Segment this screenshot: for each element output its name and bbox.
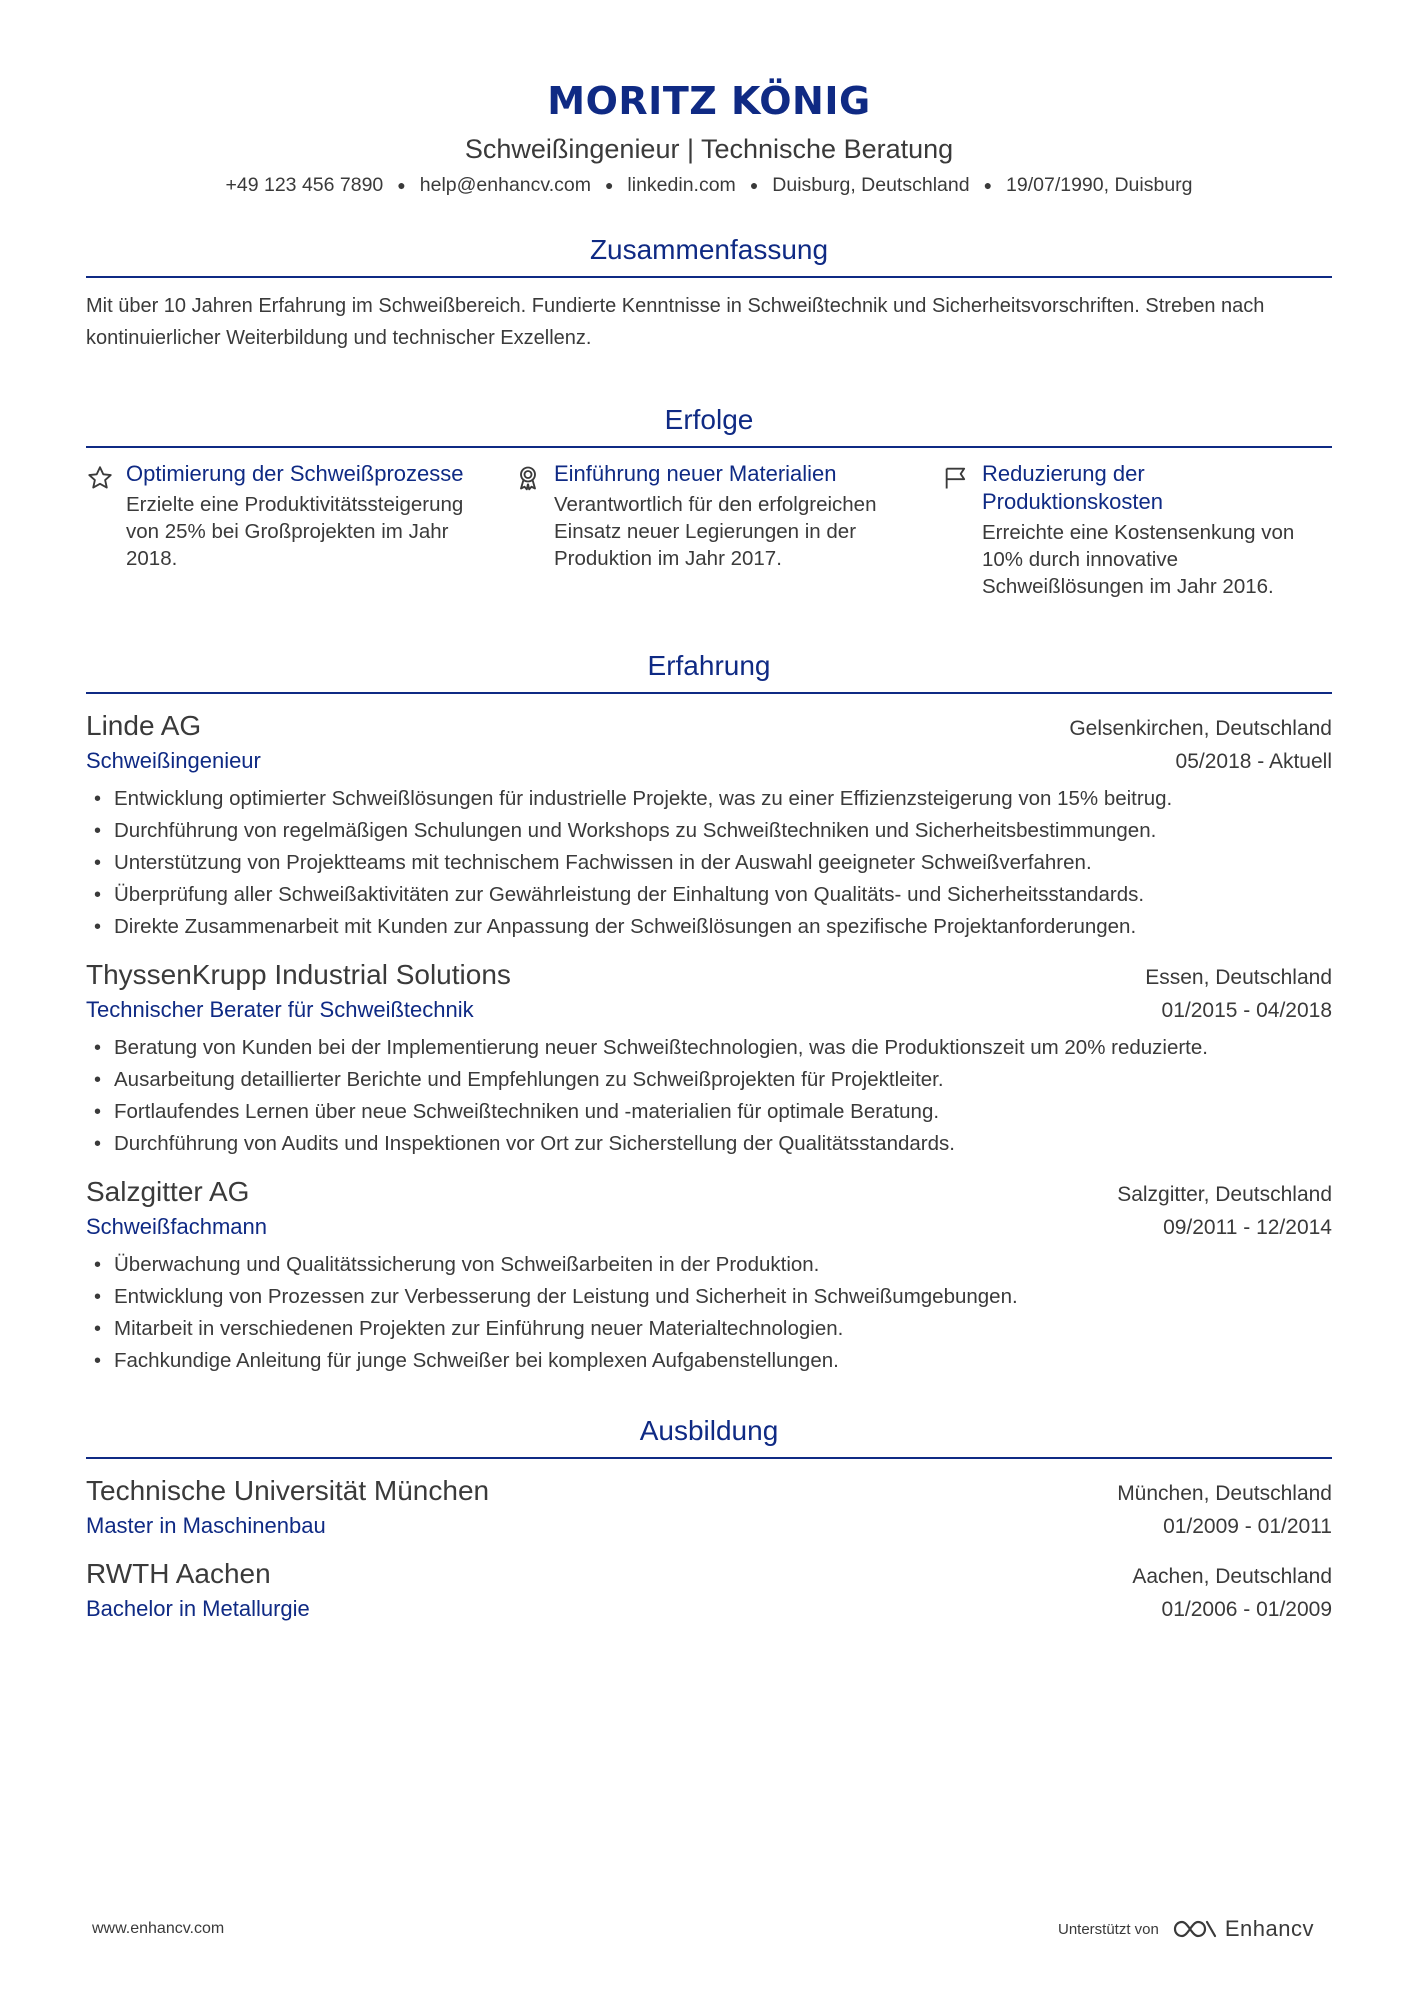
- edu-location: Aachen, Deutschland: [1132, 1565, 1332, 1588]
- edu-location: München, Deutschland: [1117, 1482, 1332, 1505]
- job-location: Gelsenkirchen, Deutschland: [1069, 717, 1332, 740]
- separator-dot-icon: ●: [397, 177, 406, 193]
- summary-heading: Zusammenfassung: [86, 232, 1332, 278]
- achievements-section: [86, 402, 1332, 600]
- job-dates: 01/2015 - 04/2018: [1161, 999, 1332, 1022]
- list-item: • Überwachung und Qualitätssicherung von Schweißarbeiten in der Produktion.: [86, 1249, 1332, 1281]
- achievement-title: Einführung neuer Materialien: [554, 461, 837, 486]
- list-item: • Fachkundige Anleitung für junge Schweißer bei komplexen Aufgabenstellungen.: [86, 1345, 1332, 1377]
- job-company: ThyssenKrupp Industrial Solutions: [86, 959, 511, 990]
- list-item: • Unterstützung von Projektteams mit technischem Fachwissen in der Auswahl geeigneter Schweißverfahren.: [86, 847, 1332, 879]
- list-item: • Durchführung von Audits und Inspektionen vor Ort zur Sicherstellung der Qualitätsstandards.: [86, 1128, 1332, 1160]
- candidate-name: MORITZ KÖNIG: [547, 79, 871, 123]
- achievement-item: [514, 460, 942, 600]
- edu-school: Technische Universität München: [86, 1475, 490, 1506]
- contact-location: Duisburg, Deutschland: [772, 174, 970, 196]
- separator-dot-icon: ●: [749, 177, 759, 193]
- education-section: [86, 1413, 1332, 1625]
- list-item: • Überprüfung aller Schweißaktivitäten zur Gewährleistung der Einhaltung von Qualitäts- und Sicherheitsstandards.: [86, 879, 1332, 911]
- list-item: • Direkte Zusammenarbeit mit Kunden zur Anpassung der Schweißlösungen an spezifische Projektanforderungen.: [86, 911, 1332, 943]
- job-role: Technischer Berater für Schweißtechnik: [86, 997, 474, 1022]
- powered-by-label: Unterstützt von: [1057, 1920, 1159, 1938]
- achievement-desc: Erreichte eine Kostensenkung von 10% durch innovative Schweißlösungen im Jahr 2016.: [982, 521, 1295, 598]
- footer-url[interactable]: www.enhancv.com: [92, 1920, 225, 1937]
- education-heading: Ausbildung: [86, 1413, 1332, 1459]
- experience-section: [86, 648, 1332, 1377]
- star-icon: [86, 460, 126, 600]
- job-bullets: [86, 783, 1332, 943]
- summary-text: Mit über 10 Jahren Erfahrung im Schweißbereich. Fundierte Kenntnisse in Schweißtechnik und Sicherheitsvorschriften. Streben nach kontinuierlicher Weiterbildung und technischer Exzellenz.: [86, 295, 1265, 349]
- achievements-grid: [86, 460, 1332, 600]
- list-item: • Entwicklung von Prozessen zur Verbesserung der Leistung und Sicherheit in Schweißumgebungen.: [86, 1281, 1332, 1313]
- job-bullets: [86, 1249, 1332, 1377]
- achievement-item: [86, 460, 514, 600]
- separator-dot-icon: ●: [604, 177, 614, 193]
- job-company: Salzgitter AG: [86, 1176, 250, 1207]
- job-location: Salzgitter, Deutschland: [1117, 1183, 1332, 1206]
- resume-header: [86, 0, 1332, 198]
- footer-branding: [1058, 1916, 1314, 1942]
- list-item: • Entwicklung optimierter Schweißlösungen für industrielle Projekte, was zu einer Effizienzsteigerung von 15% beitrug.: [86, 783, 1332, 815]
- list-item: • Fortlaufendes Lernen über neue Schweißtechniken und -materialien für optimale Beratung.: [86, 1096, 1332, 1128]
- edu-degree: Master in Maschinenbau: [86, 1513, 326, 1538]
- achievement-item: [942, 460, 1332, 600]
- contact-email[interactable]: help@enhancv.com: [419, 174, 591, 196]
- achievements-heading: Erfolge: [86, 402, 1332, 448]
- edu-dates: 01/2009 - 01/2011: [1163, 1515, 1332, 1538]
- brand-name: Enhancv: [1224, 1916, 1314, 1941]
- contact-birth: 19/07/1990, Duisburg: [1006, 174, 1193, 196]
- job-company: Linde AG: [86, 710, 202, 741]
- achievement-desc: Verantwortlich für den erfolgreichen Einsatz neuer Legierungen in der Produktion im Jahr 2017.: [554, 493, 877, 570]
- enhancv-logo-icon: [1171, 1917, 1219, 1941]
- page-footer: [92, 1916, 1314, 1942]
- contact-linkedin[interactable]: linkedin.com: [627, 174, 736, 196]
- separator-dot-icon: ●: [983, 177, 993, 193]
- list-item: • Mitarbeit in verschiedenen Projekten zur Einführung neuer Materialtechnologien.: [86, 1313, 1332, 1345]
- experience-heading: Erfahrung: [86, 648, 1332, 694]
- achievement-title: Optimierung der Schweißprozesse: [126, 461, 464, 486]
- flag-icon: [942, 460, 982, 600]
- contact-phone: +49 123 456 7890: [225, 174, 384, 196]
- education-entry: [86, 1556, 1332, 1625]
- job-entry: [86, 708, 1332, 943]
- candidate-title: Schweißingenieur | Technische Beratung: [464, 134, 954, 164]
- job-entry: [86, 1174, 1332, 1377]
- edu-school: RWTH Aachen: [86, 1558, 271, 1589]
- contact-line: [86, 172, 1332, 198]
- list-item: • Beratung von Kunden bei der Implementierung neuer Schweißtechnologien, was die Produktionszeit um 20% reduzierte.: [86, 1032, 1332, 1064]
- list-item: • Ausarbeitung detaillierter Berichte und Empfehlungen zu Schweißprojekten für Projektleiter.: [86, 1064, 1332, 1096]
- achievement-desc: Erzielte eine Produktivitätssteigerung von 25% bei Großprojekten im Jahr 2018.: [126, 493, 464, 570]
- education-entry: [86, 1473, 1332, 1542]
- list-item: • Durchführung von regelmäßigen Schulungen und Workshops zu Schweißtechniken und Sicherheitsbestimmungen.: [86, 815, 1332, 847]
- resume-page: [86, 0, 1332, 1625]
- award-icon: [514, 460, 554, 600]
- job-dates: 09/2011 - 12/2014: [1163, 1216, 1332, 1239]
- job-role: Schweißfachmann: [86, 1214, 267, 1239]
- edu-dates: 01/2006 - 01/2009: [1161, 1598, 1332, 1621]
- summary-section: [86, 232, 1332, 354]
- job-location: Essen, Deutschland: [1145, 966, 1332, 989]
- edu-degree: Bachelor in Metallurgie: [86, 1596, 310, 1621]
- job-entry: [86, 957, 1332, 1160]
- job-role: Schweißingenieur: [86, 748, 261, 773]
- job-bullets: [86, 1032, 1332, 1160]
- job-dates: 05/2018 - Aktuell: [1175, 750, 1332, 773]
- achievement-title: Reduzierung der Produktionskosten: [982, 461, 1163, 514]
